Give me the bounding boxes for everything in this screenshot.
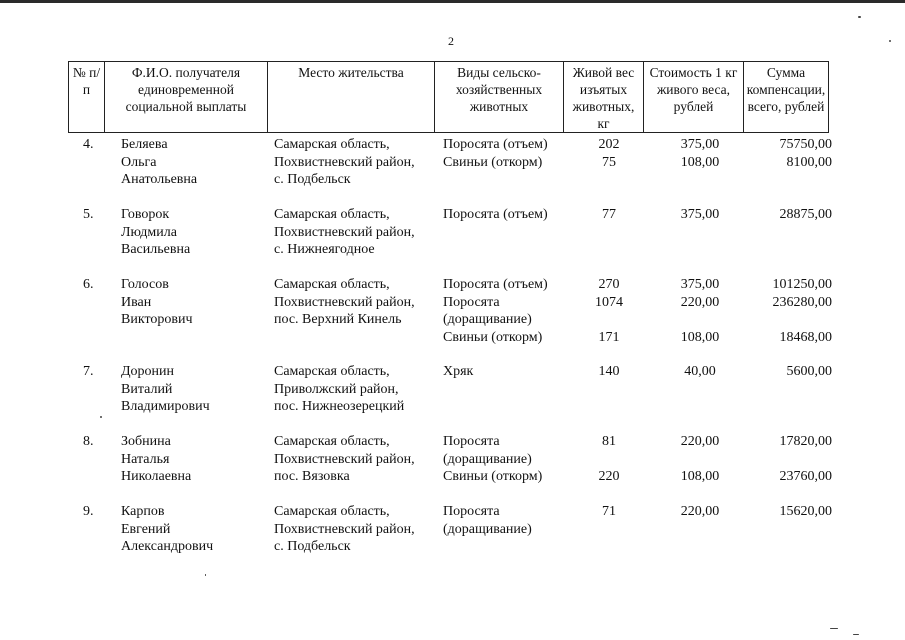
surname: Карпов — [121, 504, 165, 519]
cost-per-kg: 375,00 — [680, 207, 720, 222]
animal-line — [0, 329, 905, 347]
compensation-total: 18468,00 — [779, 329, 832, 345]
table-header — [68, 61, 829, 133]
animal-type: Свиньи (откорм) — [443, 154, 543, 170]
animal-line — [0, 468, 905, 486]
animal-type-continuation: (доращивание) — [443, 312, 532, 327]
patronymic: Анатольевна — [121, 172, 198, 187]
address-line: Самарская область, — [274, 137, 390, 152]
address-line: Самарская область, — [274, 504, 390, 519]
address-line: Похвистневский район, — [274, 224, 415, 240]
first-name: Людмила — [121, 224, 177, 240]
animal-type-continuation: (доращивание) — [443, 521, 532, 537]
animal-type: Хряк — [443, 364, 474, 379]
compensation-total: 15620,00 — [779, 504, 832, 519]
cost-per-kg: 108,00 — [680, 154, 720, 170]
surname: Беляева — [121, 137, 168, 152]
top-border-line — [0, 0, 905, 3]
patronymic: Александрович — [121, 539, 214, 554]
header-cost-per-kg: Стоимость 1 кг живого веса, рублей — [644, 62, 744, 133]
animal-type: Поросята — [443, 434, 500, 449]
first-name: Виталий — [121, 381, 173, 397]
address-line: Похвистневский район, — [274, 154, 415, 170]
patronymic: Николаевна — [121, 469, 192, 484]
live-weight: 171 — [598, 329, 620, 345]
address-line: Самарская область, — [274, 434, 390, 449]
compensation-total: 17820,00 — [779, 434, 832, 449]
animal-type: Поросята (отъем) — [443, 277, 548, 292]
surname: Доронин — [121, 364, 175, 379]
live-weight: 75 — [602, 154, 616, 170]
surname: Голосов — [121, 277, 169, 292]
scan-speck — [853, 634, 859, 635]
live-weight: 202 — [598, 137, 620, 152]
live-weight: 71 — [602, 504, 616, 519]
compensation-total: 75750,00 — [779, 137, 832, 152]
compensation-total: 5600,00 — [786, 364, 832, 379]
compensation-total: 236280,00 — [772, 294, 832, 310]
cost-per-kg: 220,00 — [680, 294, 720, 310]
address-line: пос. Вязовка — [274, 469, 350, 484]
animal-type: Поросята (отъем) — [443, 207, 548, 222]
address-line: с. Подбельск — [274, 172, 351, 187]
animal-line — [0, 503, 905, 521]
cost-per-kg: 220,00 — [680, 504, 720, 519]
scan-speck — [830, 628, 838, 629]
surname: Зобнина — [121, 434, 171, 449]
address-line: Самарская область, — [274, 364, 390, 379]
live-weight: 220 — [598, 469, 620, 484]
animal-type: Поросята — [443, 294, 500, 310]
live-weight: 1074 — [595, 294, 623, 310]
animal-line — [0, 433, 905, 451]
animal-line — [0, 206, 905, 224]
header-live-weight: Живой вес изъятых животных, кг — [564, 62, 644, 133]
live-weight: 81 — [602, 434, 616, 449]
first-name: Наталья — [121, 451, 170, 467]
live-weight: 270 — [598, 277, 620, 292]
compensation-total: 23760,00 — [779, 469, 832, 484]
cost-per-kg: 108,00 — [680, 469, 720, 484]
scan-speck — [889, 40, 891, 42]
cost-per-kg: 220,00 — [680, 434, 720, 449]
header-residence: Место жительства — [268, 62, 435, 133]
compensation-total: 101250,00 — [772, 277, 832, 292]
animal-line — [0, 294, 905, 312]
cost-per-kg: 375,00 — [680, 277, 720, 292]
animal-line — [0, 276, 905, 294]
first-name: Евгений — [121, 521, 171, 537]
animal-type: Поросята — [443, 504, 500, 519]
header-num: № п/п — [69, 62, 105, 133]
page-number: 2 — [448, 34, 454, 48]
animal-line — [0, 154, 905, 172]
record-number: 4. — [83, 137, 94, 152]
animal-type-continuation: (доращивание) — [443, 451, 532, 467]
patronymic: Владимирович — [121, 399, 210, 414]
compensation-total: 28875,00 — [779, 207, 832, 222]
compensation-total: 8100,00 — [786, 154, 832, 170]
address-line: с. Подбельск — [274, 539, 351, 554]
record-number: 7. — [83, 364, 94, 379]
address-line: пос. Верхний Кинель — [274, 312, 402, 327]
record-number: 9. — [83, 504, 94, 519]
animal-line — [0, 136, 905, 154]
header-name: Ф.И.О. получателя единовременной социальной выплаты — [105, 62, 268, 133]
address-line: с. Нижнеягодное — [274, 242, 375, 257]
address-line: Приволжский район, — [274, 381, 399, 397]
patronymic: Викторович — [121, 312, 193, 327]
address-line: Похвистневский район, — [274, 521, 415, 537]
cost-per-kg: 40,00 — [684, 364, 716, 379]
header-animal-type: Виды сельско-хозяйственных животных — [435, 62, 564, 133]
address-line: Похвистневский район, — [274, 294, 415, 310]
record-number: 6. — [83, 277, 94, 292]
header-total: Сумма компенсации, всего, рублей — [744, 62, 829, 133]
scan-speck — [100, 416, 102, 418]
animal-type: Свиньи (откорм) — [443, 329, 543, 345]
record-number: 5. — [83, 207, 94, 222]
address-line: пос. Нижнеозерецкий — [274, 399, 405, 414]
address-line: Самарская область, — [274, 207, 390, 222]
scan-speck — [205, 574, 206, 576]
animal-type: Свиньи (откорм) — [443, 469, 543, 484]
animal-line — [0, 363, 905, 381]
first-name: Ольга — [121, 154, 157, 170]
patronymic: Васильевна — [121, 242, 191, 257]
live-weight: 140 — [598, 364, 620, 379]
surname: Говорок — [121, 207, 170, 222]
live-weight: 77 — [602, 207, 616, 222]
address-line: Самарская область, — [274, 277, 390, 292]
cost-per-kg: 375,00 — [680, 137, 720, 152]
scan-speck — [858, 16, 861, 18]
address-line: Похвистневский район, — [274, 451, 415, 467]
animal-type: Поросята (отъем) — [443, 137, 548, 152]
record-number: 8. — [83, 434, 94, 449]
first-name: Иван — [121, 294, 152, 310]
cost-per-kg: 108,00 — [680, 329, 720, 345]
